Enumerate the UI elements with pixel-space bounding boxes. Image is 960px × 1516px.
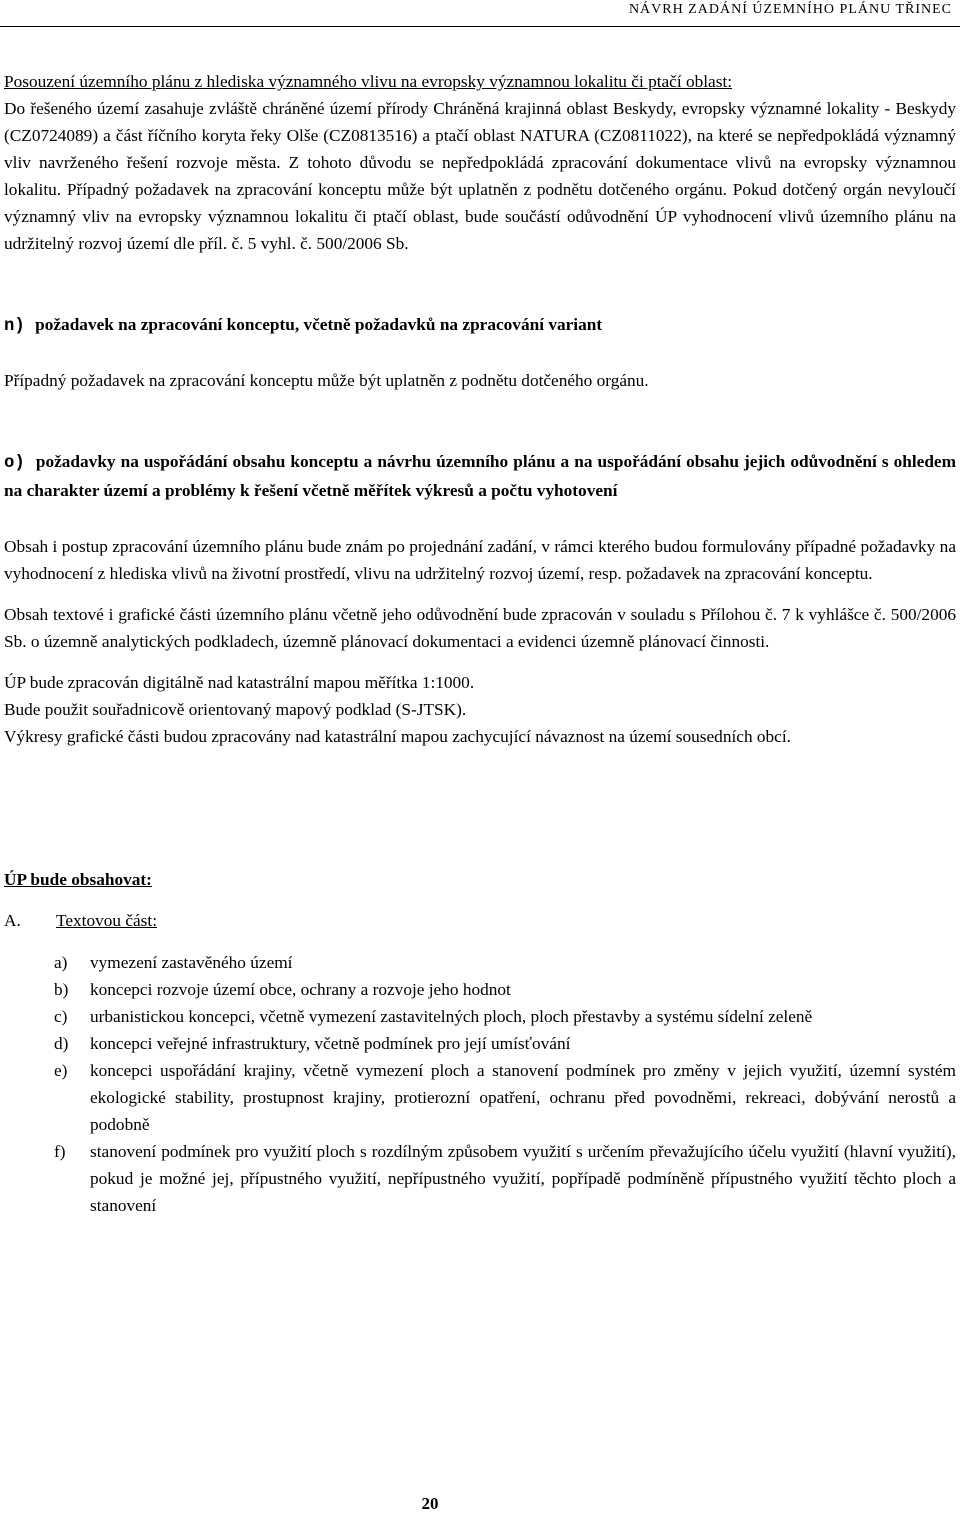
list-item-marker: a) bbox=[54, 953, 68, 972]
section-o-line1: ÚP bude zpracován digitálně nad katastrální mapou měřítka 1:1000. bbox=[4, 673, 475, 692]
list-item-text: koncepci rozvoje území obce, ochrany a rozvoje jeho hodnot bbox=[90, 980, 511, 999]
list-item bbox=[4, 1057, 956, 1138]
list-item-text: vymezení zastavěného území bbox=[90, 953, 293, 972]
section-m-title: Posouzení územního plánu z hlediska významného vlivu na evropsky významnou lokalitu či ptačí oblast: bbox=[4, 72, 733, 91]
list-item-text: koncepci veřejné infrastruktury, včetně podmínek pro její umísťování bbox=[90, 1034, 571, 1053]
list-item bbox=[4, 949, 956, 976]
list-item-text: urbanistickou koncepci, včetně vymezení zastavitelných ploch, ploch přestavby a systému sídelní zeleně bbox=[90, 1007, 813, 1026]
document-body bbox=[4, 68, 956, 1219]
list-item-marker: b) bbox=[54, 980, 69, 999]
list-item-marker: d) bbox=[54, 1034, 69, 1053]
section-o-para2: Obsah textové i grafické části územního plánu včetně jeho odůvodnění bude zpracován v souladu s Přílohou č. 7 k vyhlášce č. 500/2006 Sb. o územně analytických podkladech, územně plánovací dokumentaci a evidenci územně plánovací činnosti. bbox=[4, 605, 956, 651]
section-n-marker: n) bbox=[4, 317, 25, 336]
list-item bbox=[4, 1003, 956, 1030]
section-n-title: požadavek na zpracování konceptu, včetně požadavků na zpracování variant bbox=[35, 315, 603, 334]
part-a-label: Textovou část: bbox=[56, 911, 158, 930]
section-o-para1: Obsah i postup zpracování územního plánu bude znám po projednání zadání, v rámci kterého budou formulovány případné požadavky na vyhodnocení z hlediska vlivů na životní prostředí, vlivu na udržitelný rozvoj území, resp. požadavek na zpracování konceptu. bbox=[4, 537, 956, 583]
contents-list bbox=[4, 949, 956, 1219]
section-n-heading bbox=[4, 311, 956, 340]
header-rule bbox=[0, 26, 960, 27]
list-item-marker: c) bbox=[54, 1007, 68, 1026]
part-a-marker: A. bbox=[4, 911, 21, 930]
page-number: 20 bbox=[421, 1494, 439, 1513]
list-item-text: koncepci uspořádání krajiny, včetně vymezení ploch a stanovení podmínek pro změny v jejich využití, územní systém ekologické stability, prostupnost krajiny, protierozní opatření, ochranu před povodněmi, rekreaci, dobývání nerostů a podobně bbox=[90, 1061, 956, 1134]
section-o-line3: Výkresy grafické části budou zpracovány nad katastrální mapou zachycující návaznost na území sousedních obcí. bbox=[4, 727, 791, 746]
section-o-marker: o) bbox=[4, 454, 25, 473]
section-o-title: požadavky na uspořádání obsahu konceptu a návrhu územního plánu a na uspořádání obsahu jejich odůvodnění s ohledem na charakter území a problémy k řešení včetně měřítek výkresů a počtu vyhotovení bbox=[4, 452, 956, 500]
running-header: NÁVRH ZADÁNÍ ÚZEMNÍHO PLÁNU TŘINEC bbox=[628, 2, 952, 17]
list-item-marker: e) bbox=[54, 1061, 68, 1080]
section-n-body: Případný požadavek na zpracování konceptu může být uplatněn z podnětu dotčeného orgánu. bbox=[4, 371, 649, 390]
list-item bbox=[4, 1030, 956, 1057]
section-o-heading bbox=[4, 448, 956, 506]
list-item-text: stanovení podmínek pro využití ploch s rozdílným způsobem využití s určením převažujícího účelu využití (hlavní využití), pokud je možné jej, přípustného využití, nepřípustného využití, popřípadě podmíněně přípustného využití těchto ploch a stanovení bbox=[90, 1142, 956, 1215]
section-o-line2: Bude použit souřadnicově orientovaný mapový podklad (S-JTSK). bbox=[4, 700, 467, 719]
contents-heading: ÚP bude obsahovat: bbox=[4, 870, 152, 889]
list-item bbox=[4, 1138, 956, 1219]
part-a bbox=[4, 907, 956, 934]
list-item bbox=[4, 976, 956, 1003]
section-m-body: Do řešeného území zasahuje zvláště chráněné území přírody Chráněná krajinná oblast Beskydy, evropsky významné lokality - Beskydy (CZ0724089) a část říčního koryta řeky Olše (CZ0813516) a ptačí oblast NATURA (CZ0811022), na které se nepředpokládá významný vliv navrženého řešení rozvoje města. Z tohoto důvodu se nepředpokládá zpracování dokumentace vlivů na evropsky významnou lokalitu. Případný požadavek na zpracování konceptu může být uplatněn z podnětu dotčeného orgánu. Pokud dotčený orgán nevyloučí významný vliv na evropsky významnou lokalitu či ptačí oblast, bude součástí odůvodnění ÚP vyhodnocení vlivů územního plánu na udržitelný rozvoj území dle příl. č. 5 vyhl. č. 500/2006 Sb. bbox=[4, 99, 956, 253]
list-item-marker: f) bbox=[54, 1142, 66, 1161]
